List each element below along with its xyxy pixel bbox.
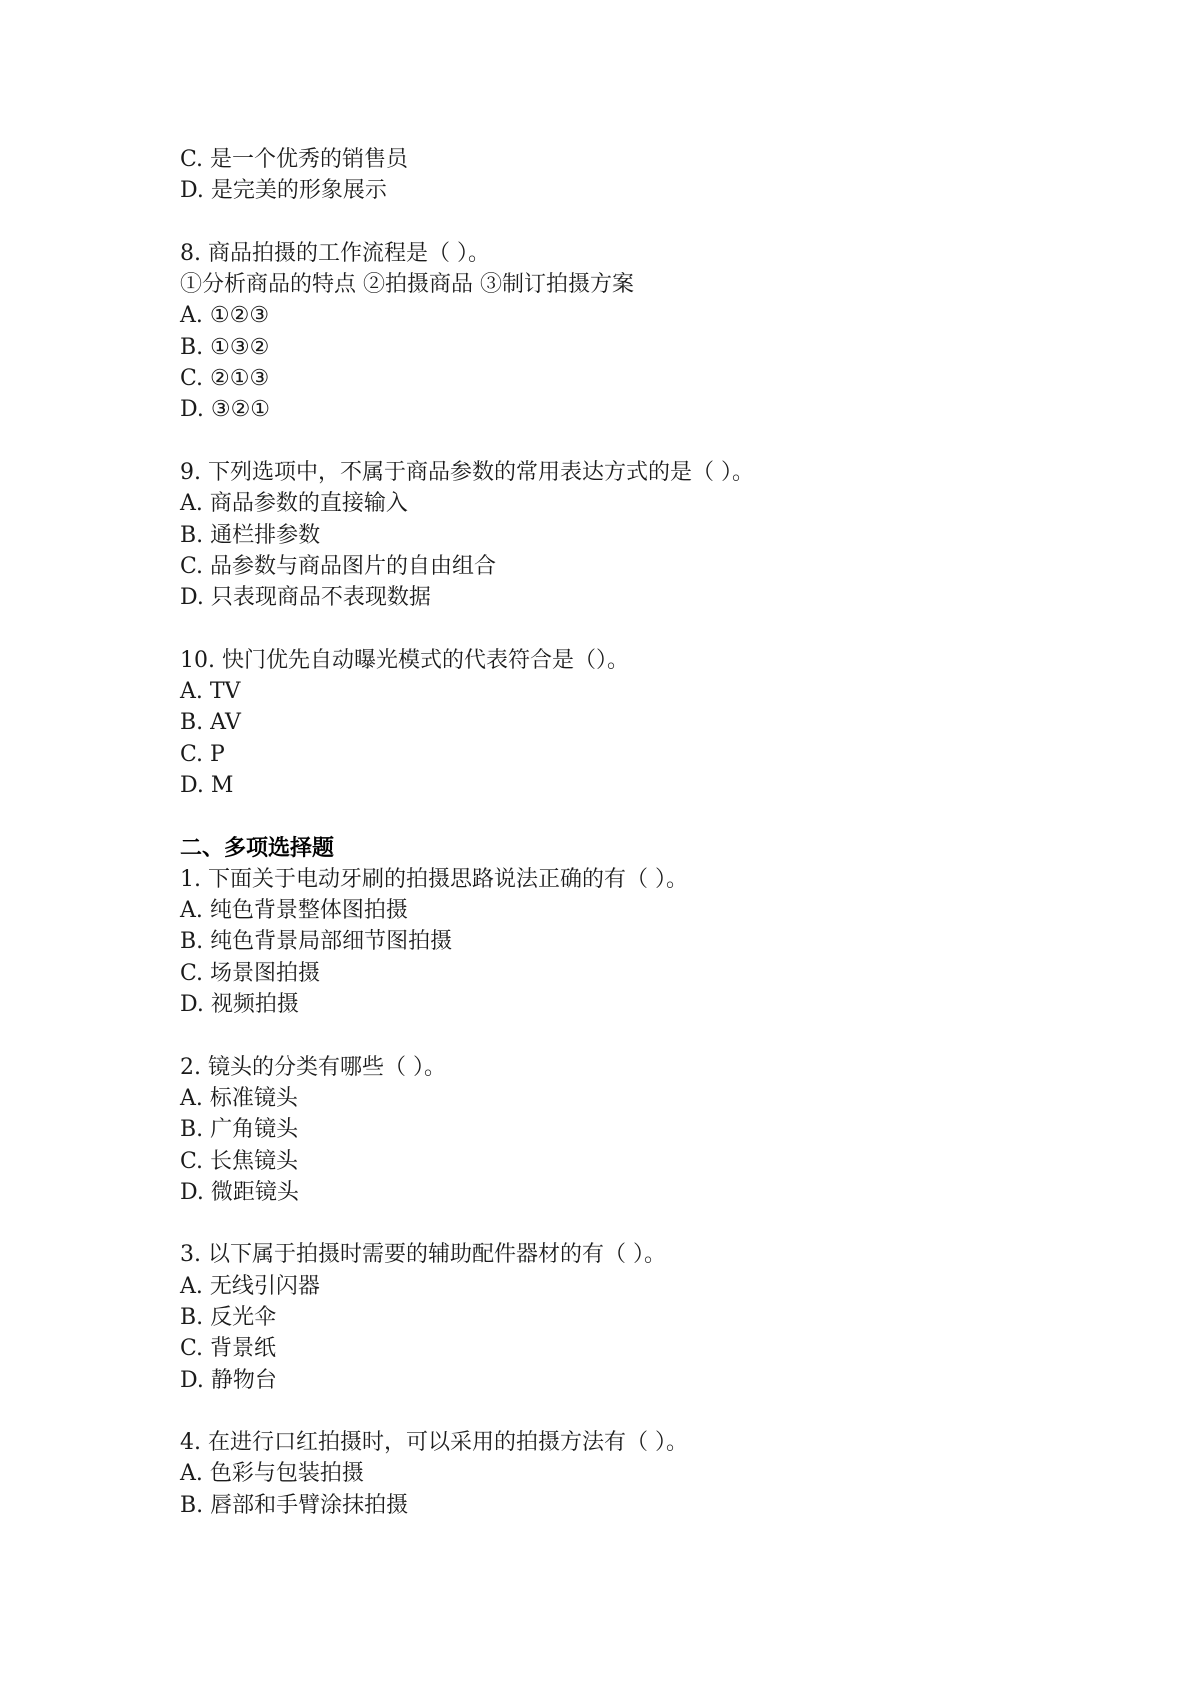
spacer — [180, 1396, 1080, 1427]
question-8 — [180, 238, 1080, 426]
option-c: C. 场景图拍摄 — [180, 960, 321, 986]
option-b: B. ①③② — [180, 334, 270, 360]
option-c: C. 品参数与商品图片的自由组合 — [180, 553, 497, 579]
option-d: D. ③②① — [180, 397, 271, 423]
question-7-options — [180, 144, 1080, 207]
option-b: B. 广角镜头 — [180, 1117, 299, 1143]
section-heading: 二、多项选择题 — [180, 835, 335, 861]
option-b: B. 唇部和手臂涂抹拍摄 — [180, 1492, 409, 1518]
multi-question-2 — [180, 1052, 1080, 1208]
option-b: B. 反光伞 — [180, 1304, 277, 1330]
spacer — [180, 207, 1080, 238]
question-stem: 3. 以下属于拍摄时需要的辅助配件器材的有（ ）。 — [180, 1242, 666, 1268]
document-content — [180, 144, 1080, 1521]
question-stem: 2. 镜头的分类有哪些（ ）。 — [180, 1054, 446, 1080]
option-a: A. 色彩与包装拍摄 — [180, 1461, 364, 1487]
option-a: A. 纯色背景整体图拍摄 — [180, 898, 408, 924]
option-b: B. 纯色背景局部细节图拍摄 — [180, 929, 453, 955]
question-9 — [180, 457, 1080, 613]
spacer — [180, 1020, 1080, 1051]
multi-question-1 — [180, 864, 1080, 1020]
question-stem: 1. 下面关于电动牙刷的拍摄思路说法正确的有（ ）。 — [180, 866, 688, 892]
option-d: D. 视频拍摄 — [180, 992, 299, 1018]
option-c: C. 是一个优秀的销售员 — [180, 147, 409, 172]
question-stem: 9. 下列选项中，不属于商品参数的常用表达方式的是（ ）。 — [180, 459, 754, 485]
option-d: D. 微距镜头 — [180, 1179, 299, 1205]
question-stem: 4. 在进行口红拍摄时，可以采用的拍摄方法有（ ）。 — [180, 1430, 688, 1456]
option-c: C. 长焦镜头 — [180, 1148, 299, 1174]
option-d: D. 只表现商品不表现数据 — [180, 585, 431, 611]
spacer — [180, 613, 1080, 644]
option-b: B. 通栏排参数 — [180, 522, 321, 548]
question-10 — [180, 645, 1080, 801]
option-d: D. M — [180, 772, 234, 798]
option-c: C. 背景纸 — [180, 1336, 277, 1362]
option-c: C. ②①③ — [180, 366, 270, 392]
question-subtext: ①分析商品的特点 ②拍摄商品 ③制订拍摄方案 — [180, 272, 634, 298]
option-c: C. P — [180, 741, 225, 767]
option-a: A. 标准镜头 — [180, 1085, 298, 1111]
multi-question-4 — [180, 1427, 1080, 1521]
option-a: A. TV — [180, 679, 241, 705]
option-a: A. 商品参数的直接输入 — [180, 491, 408, 517]
spacer — [180, 1208, 1080, 1239]
option-a: A. ①②③ — [180, 303, 270, 329]
question-stem: 10. 快门优先自动曝光模式的代表符合是（）。 — [180, 647, 629, 673]
multi-question-3 — [180, 1239, 1080, 1395]
option-b: B. AV — [180, 710, 241, 736]
option-d: D. 静物台 — [180, 1367, 277, 1393]
question-stem: 8. 商品拍摄的工作流程是（ ）。 — [180, 240, 490, 266]
spacer — [180, 426, 1080, 457]
option-d: D. 是完美的形象展示 — [180, 178, 387, 204]
spacer — [180, 801, 1080, 832]
option-a: A. 无线引闪器 — [180, 1273, 320, 1299]
